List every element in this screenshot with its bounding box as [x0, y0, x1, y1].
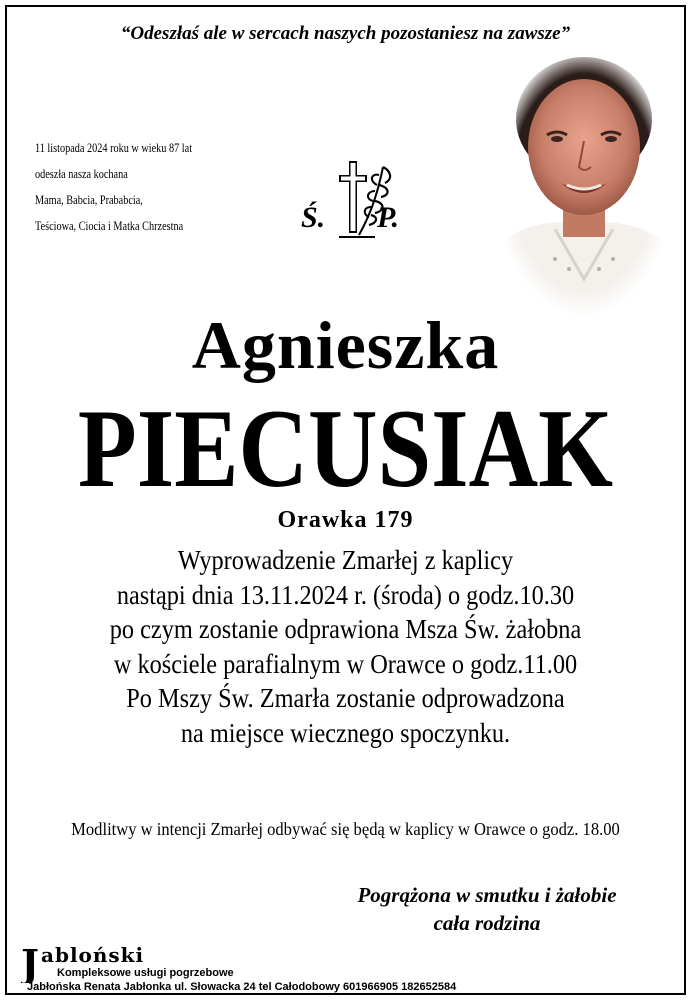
memorial-quote: “Odeszłaś ale w sercach naszych pozostaniesz na zawsze” [120, 23, 571, 44]
funeral-home-services: Kompleksowe usługi pogrzebowe [57, 967, 234, 979]
cross-with-palm-icon [299, 157, 409, 247]
details-line: po czym zostanie odprawiona Msza Św. żałobna [109, 614, 582, 644]
symbol-right-letter: P. [377, 201, 399, 234]
funeral-details [7, 543, 684, 750]
logo-letter: J [21, 945, 39, 983]
funeral-home-footer [21, 943, 541, 993]
symbol-left-letter: Ś. [301, 201, 326, 234]
obituary-notice [5, 5, 686, 995]
details-line: Wyprowadzenie Zmarłej z kaplicy [177, 545, 514, 575]
intro-line: Mama, Babcia, Prababcia, [35, 193, 143, 207]
deceased-first-name: Agnieszka [191, 307, 500, 383]
closing-line: cała rodzina [433, 911, 541, 935]
prayers-notice: Modlitwy w intencji Zmarłej odbywać się będą w kaplicy w Orawce o godz. 18.00 [71, 819, 620, 839]
closing-line: Pogrążona w smutku i żałobie [357, 883, 617, 907]
details-line: na miejsce wiecznego spoczynku. [180, 717, 511, 748]
funeral-home-name: abloński [41, 943, 145, 967]
details-line: Po Mszy Św. Zmarła zostanie odprowadzona [126, 683, 565, 713]
funeral-home-address: Jabłońska Renata Jabłonka ul. Słowacka 24 tel Całodobowy 601966905 182652584 [27, 981, 457, 993]
details-line: nastąpi dnia 13.11.2024 r. (środa) o godz.10.30 [116, 579, 575, 610]
deceased-portrait [495, 47, 673, 317]
intro-line: Teściowa, Ciocia i Matka Chrzestna [35, 219, 184, 233]
intro-line: 11 listopada 2024 roku w wieku 87 lat [35, 141, 193, 155]
details-line: w kościele parafialnym w Orawce o godz.11.00 [113, 648, 578, 679]
intro-text [35, 135, 199, 239]
portrait-image [495, 47, 673, 317]
rest-in-peace-symbol [299, 157, 409, 247]
deceased-last-name: PIECUSIAK [77, 387, 614, 511]
family-closing [307, 881, 667, 937]
intro-line: odeszła nasza kochana [35, 167, 128, 181]
deceased-place: Orawka 179 [277, 507, 414, 533]
